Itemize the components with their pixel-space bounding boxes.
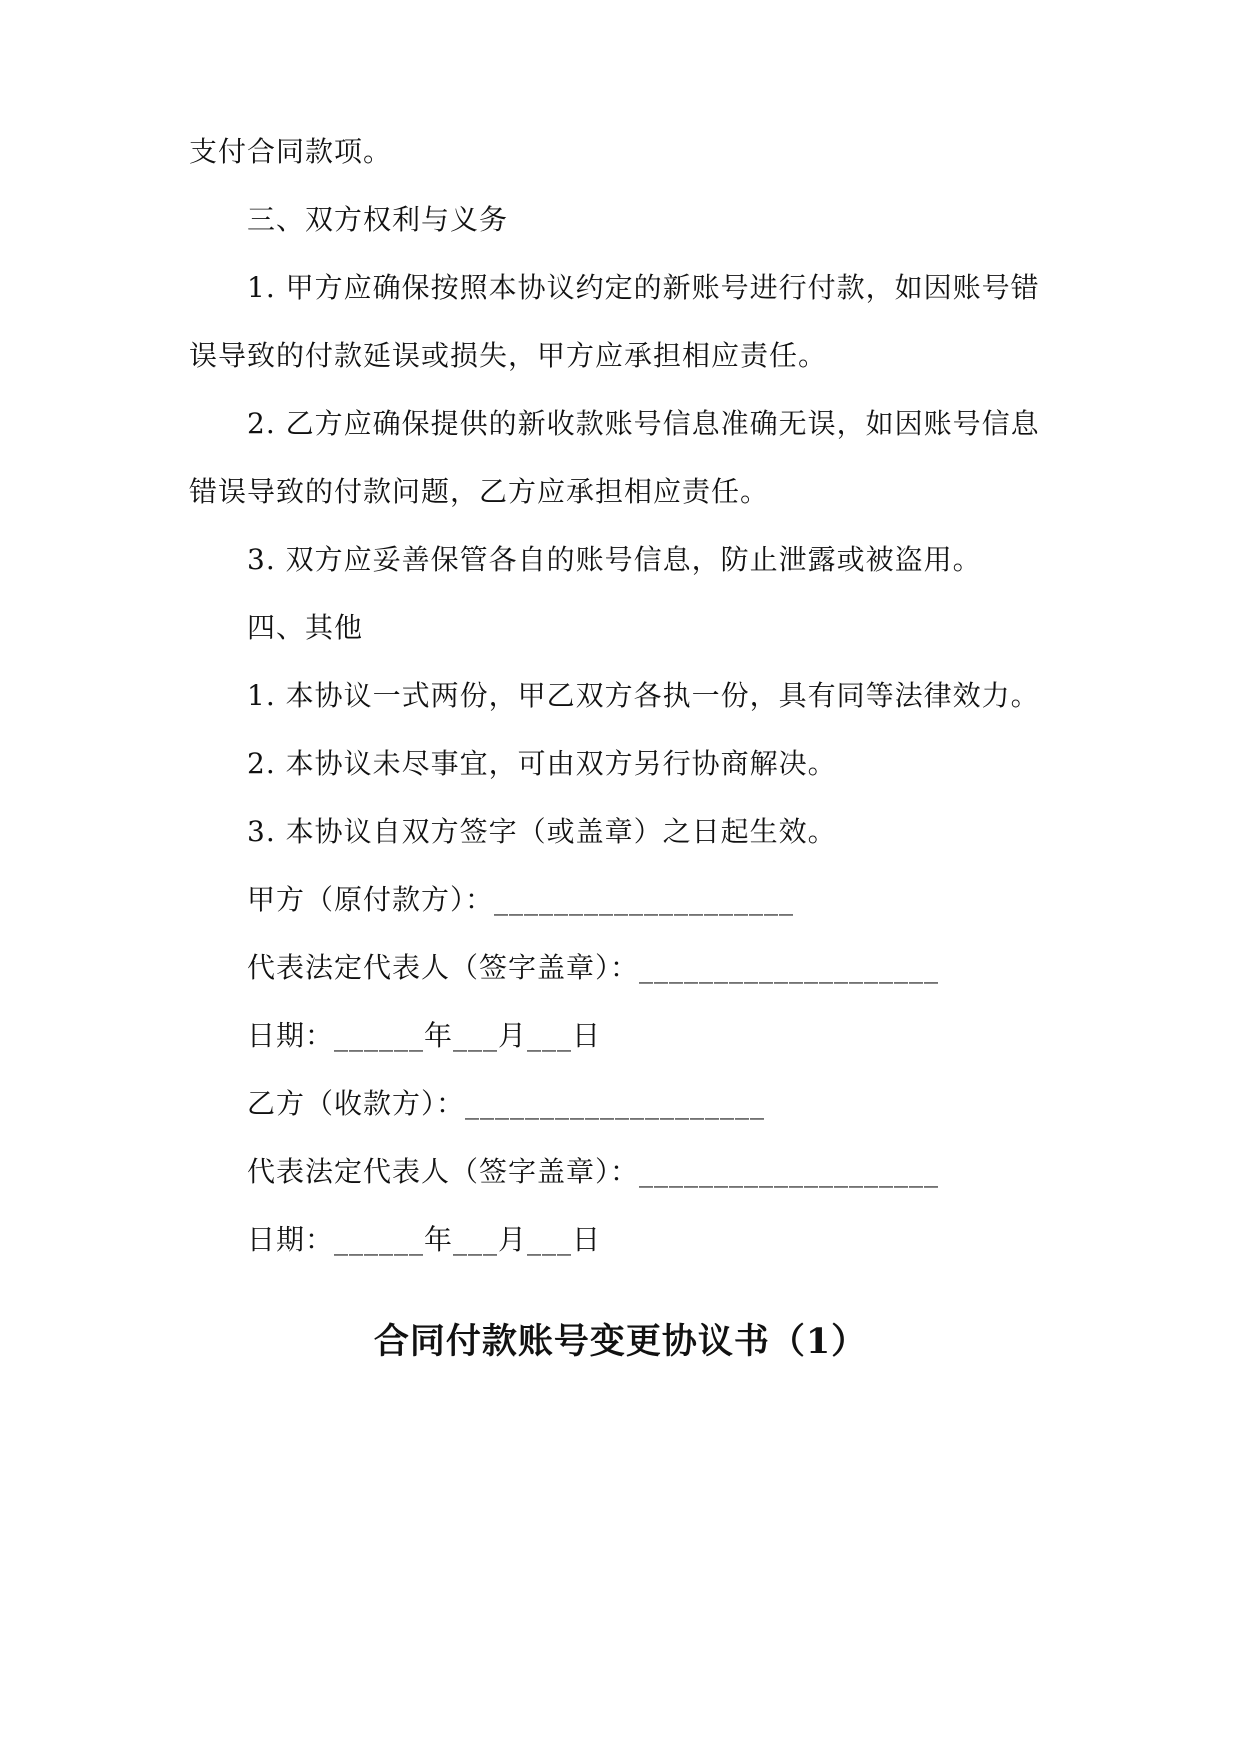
section-4-heading: 四、其他: [247, 611, 364, 644]
party-a-date-line: 日期：______年___月___日: [247, 1019, 602, 1052]
party-b-representative-line: 代表法定代表人（签字盖章）：____________________: [247, 1155, 940, 1188]
section-3-item-2-line-1: 2. 乙方应确保提供的新收款账号信息准确无误，如因账号信息: [247, 407, 1040, 440]
section-4-item-3: 3. 本协议自双方签字（或盖章）之日起生效。: [247, 815, 837, 848]
party-a-signature-line: 甲方（原付款方）：____________________: [247, 883, 795, 916]
party-b-date-line: 日期：______年___月___日: [247, 1223, 602, 1256]
section-3-heading: 三、双方权利与义务: [247, 203, 509, 236]
section-4-item-1: 1. 本协议一式两份，甲乙双方各执一份，具有同等法律效力。: [247, 679, 1040, 712]
section-3-item-1-line-2: 误导致的付款延误或损失，甲方应承担相应责任。: [189, 339, 828, 372]
party-a-representative-line: 代表法定代表人（签字盖章）：____________________: [247, 951, 940, 984]
section-3-item-1-line-1: 1. 甲方应确保按照本协议约定的新账号进行付款，如因账号错: [247, 271, 1040, 304]
continuation-text: 支付合同款项。: [189, 135, 393, 168]
section-3-item-3: 3. 双方应妥善保管各自的账号信息，防止泄露或被盗用。: [247, 543, 982, 576]
section-3-item-2-line-2: 错误导致的付款问题，乙方应承担相应责任。: [189, 475, 770, 508]
next-document-title: 合同付款账号变更协议书（1）: [373, 1321, 868, 1362]
section-4-item-2: 2. 本协议未尽事宜，可由双方另行协商解决。: [247, 747, 837, 780]
party-b-signature-line: 乙方（收款方）：____________________: [247, 1087, 766, 1120]
